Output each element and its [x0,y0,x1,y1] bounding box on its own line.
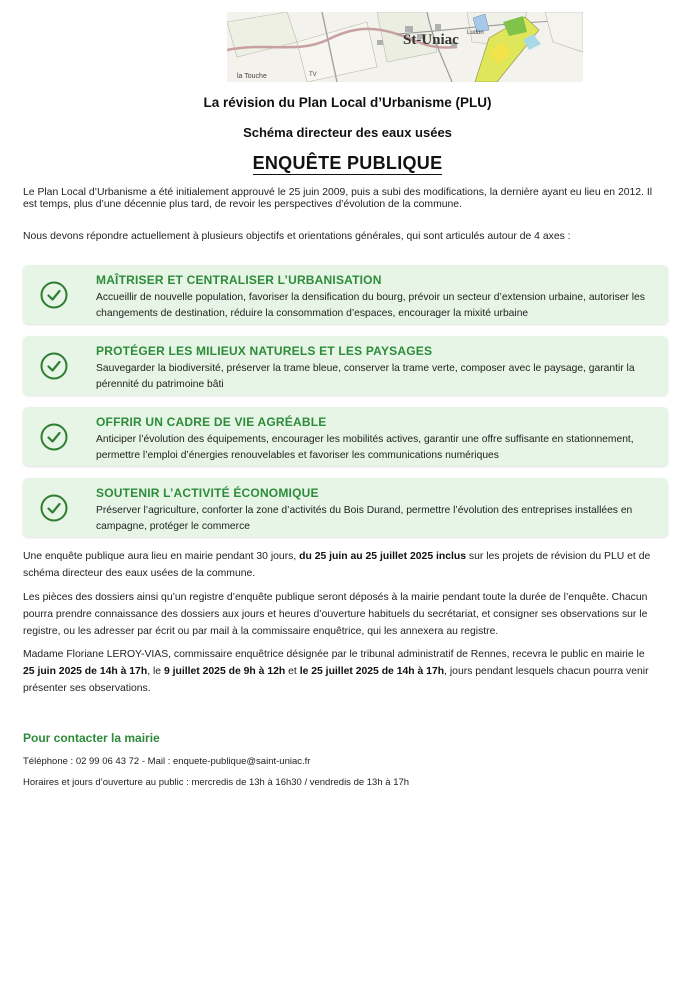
map-place-label: Ludon [467,30,484,36]
axis-title: MAÎTRISER ET CENTRALISER L’URBANISATION [96,273,382,287]
axis-description: Accueillir de nouvelle population, favoriser la densification du bourg, prévoir un secteur d’extension urbaine, autoriser les changements de destination, réduire la consommation d’espaces, encourager la mixité urbaine [96,292,645,319]
map-image [227,12,583,82]
permanence-date: 9 juillet 2025 de 9h à 12h [163,666,286,677]
check-circle-icon [40,352,68,380]
text-segment: sur les projets de révision du PLU et de schéma directeur des eaux usées de la commune. [23,551,651,579]
intro-paragraph-axes: Nous devons répondre actuellement à plusieurs objectifs et orientations générales, qui sont articulés autour de 4 axes : [23,231,571,242]
axis-description: Anticiper l’évolution des équipements, encourager les mobilités actives, garantir une offre suffisante en stationnement, permettre l’emploi d’énergies renouvelables et favoriser les communications numériques [96,434,634,461]
axis-box [23,407,668,466]
text-segment: Madame Floriane LEROY-VIAS, commissaire enquêtrice désignée par le tribunal administratif de Rennes, recevra le public en mairie le [23,649,645,660]
main-heading-text: ENQUÊTE PUBLIQUE [252,153,443,173]
permanence-date: 25 juin 2025 de 14h à 17h [23,666,148,677]
map-place-label: la Touche [237,73,267,80]
axis-description: Sauvegarder la biodiversité, préserver la trame bleue, conserver la trame verte, composer avec le paysage, garantir la pérennité du patrimoine bâti [96,363,635,390]
contact-opening-hours: Horaires et jours d’ouverture au public : mercredis de 13h à 16h30 / vendredis de 13h à 17h [23,777,410,788]
check-circle-icon [40,281,68,309]
commissaire-paragraph [23,646,653,697]
contact-phone-mail: Téléphone : 02 99 06 43 72 - Mail : enquete-publique@saint-uniac.fr [23,756,311,767]
contact-heading: Pour contacter la mairie [23,731,160,745]
text-segment: et [285,666,300,677]
map-excerpt [227,12,583,82]
map-town-label: St-Uniac [403,32,459,48]
text-segment: Une enquête publique aura lieu en mairie pendant 30 jours, [23,551,300,562]
enquete-dates: du 25 juin au 25 juillet 2025 inclus [299,551,467,562]
main-heading [0,153,695,174]
axis-title: SOUTENIR L’ACTIVITÉ ÉCONOMIQUE [96,486,319,500]
axis-box [23,336,668,395]
check-circle-icon [40,423,68,451]
axis-title: PROTÉGER LES MILIEUX NATURELS ET LES PAYSAGES [96,344,433,358]
page-title: La révision du Plan Local d’Urbanisme (PLU) [203,95,492,110]
axis-box [23,478,668,537]
map-road-label: TV [309,72,317,78]
text-segment: , jours pendant lesquels chacun pourra venir présenter ses observations. [23,666,649,694]
enquete-dates-paragraph [23,548,653,582]
axis-title: OFFRIR UN CADRE DE VIE AGRÉABLE [96,415,327,429]
dossier-paragraph: Les pièces des dossiers ainsi qu’un registre d’enquête publique seront déposés à la mairie pendant toute la durée de l’enquête. Chacun pourra prendre connaissance des dossiers aux jours et heures d’ouverture habituels du secrétariat, et consigner ses observations sur le registre, ou les adresser par écrit ou par mail à la commissaire enquêtrice, qui les annexera au registre. [23,592,648,637]
check-circle-icon [40,494,68,522]
permanence-date: le 25 juillet 2025 de 14h à 17h [299,666,445,677]
axis-box [23,265,668,324]
intro-paragraph: Le Plan Local d’Urbanisme a été initialement approuvé le 25 juin 2009, puis a subi des modifications, la dernière ayant eu lieu en 2012. Il est temps, plus d’une décennie plus tard, de revoir les perspectives d’évolution de la commune. [23,187,653,211]
axis-description: Préserver l’agriculture, conforter la zone d’activités du Bois Durand, permettre l’évolution des entreprises installées en campagne, protéger le commerce [96,505,633,532]
text-segment: , le [147,666,164,677]
page-subtitle: Schéma directeur des eaux usées [243,125,452,140]
